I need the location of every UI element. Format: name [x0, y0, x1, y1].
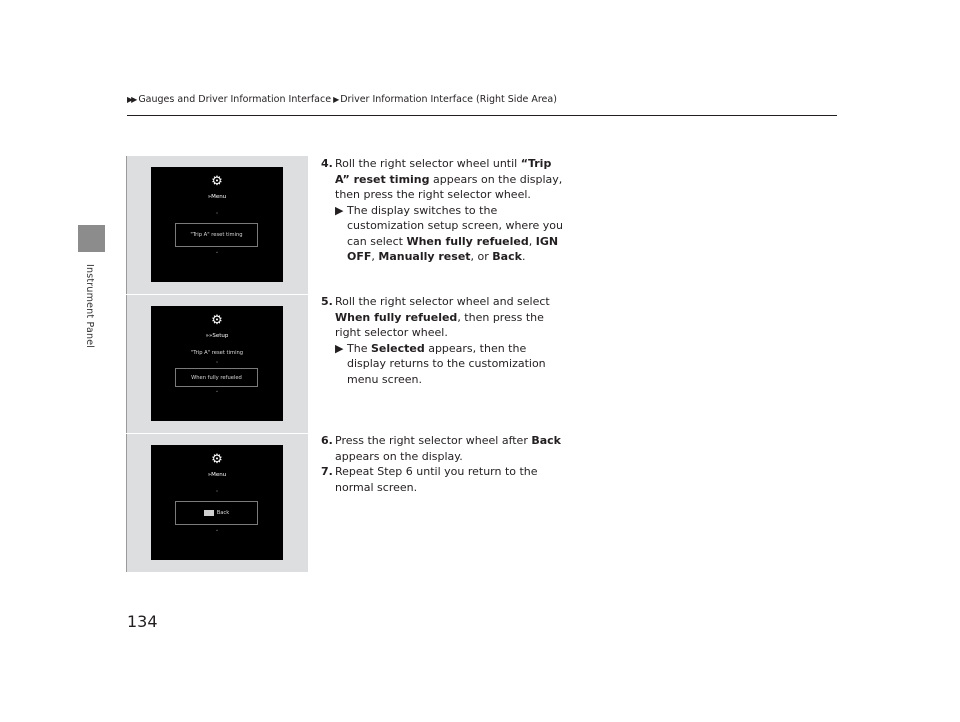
- gear-icon: ⚙: [211, 452, 223, 467]
- display-screen: [151, 445, 283, 560]
- menu-item-selected: [175, 501, 258, 525]
- menu-item-selected: "Trip A" reset timing: [175, 223, 258, 247]
- step-4: [321, 156, 566, 265]
- breadcrumb-arrow-icon: ▶: [333, 95, 338, 104]
- step-text: , then press the right selector wheel.: [335, 310, 544, 339]
- page-number: 134: [127, 612, 158, 631]
- step-text: Repeat Step 6 until you return to the normal screen.: [335, 465, 538, 494]
- step-emphasis: When fully refueled: [335, 310, 458, 324]
- gear-icon: ⚙: [211, 313, 223, 328]
- header-rule: [127, 115, 837, 116]
- caret-up-icon: ⌃: [214, 490, 220, 496]
- gear-icon: ⚙: [211, 174, 223, 189]
- breadcrumb-current[interactable]: Driver Information Interface (Right Side Area): [340, 94, 557, 105]
- step-text: Roll the right selector wheel and select: [335, 295, 550, 308]
- caret-up-icon: ⌃: [214, 212, 220, 218]
- step-number: 7.: [321, 465, 333, 478]
- result-text: ,: [371, 250, 379, 263]
- display-screen: [151, 306, 283, 421]
- screen-subtitle: "Trip A" reset timing: [190, 350, 244, 356]
- result-text: The display switches to the customization setup screen, where you can select: [347, 203, 563, 248]
- result-text: The: [347, 341, 371, 355]
- section-tab: [78, 225, 105, 252]
- step-number: 5.: [321, 295, 333, 308]
- step-7: [321, 464, 566, 495]
- figure-menu-back: [126, 434, 308, 572]
- result-emphasis: IGN OFF: [347, 234, 559, 263]
- step-number: 6.: [321, 434, 333, 447]
- result-text: appears, then the display returns to the customization menu screen.: [347, 341, 546, 386]
- figure-menu-trip-a: [126, 156, 308, 294]
- result-emphasis: Manually reset: [378, 250, 471, 263]
- breadcrumb: [127, 94, 557, 105]
- breadcrumb-arrow-icon: ▶▶: [127, 95, 136, 104]
- step-emphasis: “Trip A” reset timing: [335, 157, 552, 186]
- back-label: Back: [216, 510, 230, 516]
- step-text: appears on the display.: [335, 449, 463, 463]
- arrow-right-icon: ▶: [335, 341, 344, 355]
- back-icon: [204, 510, 214, 516]
- result-text: ,: [528, 234, 536, 248]
- caret-down-icon: ⌄: [214, 527, 220, 533]
- caret-down-icon: ⌄: [214, 388, 220, 394]
- step-text: Roll the right selector wheel until: [335, 157, 521, 170]
- section-label: Instrument Panel: [84, 264, 95, 349]
- step-6: [321, 433, 566, 464]
- caret-up-icon: ⌃: [214, 361, 220, 367]
- step-6-7: [321, 433, 566, 495]
- arrow-right-icon: ▶: [335, 203, 344, 217]
- step-text: appears on the display, then press the right selector wheel.: [335, 172, 563, 201]
- menu-item-selected: When fully refueled: [175, 368, 258, 387]
- display-screen: [151, 167, 283, 282]
- breadcrumb-parent[interactable]: Gauges and Driver Information Interface: [138, 94, 332, 105]
- screen-crumb: »»Setup: [205, 333, 229, 339]
- result-emphasis: Back: [492, 250, 522, 263]
- screen-crumb: »Menu: [207, 194, 227, 200]
- caret-down-icon: ⌄: [214, 249, 220, 255]
- result-emphasis: Selected: [370, 341, 425, 355]
- result-emphasis: When fully refueled: [406, 234, 529, 248]
- step-text: Press the right selector wheel after: [335, 434, 532, 447]
- figure-setup-when-fully-refueled: [126, 295, 308, 433]
- step-number: 4.: [321, 157, 333, 170]
- result-text: , or: [470, 250, 493, 263]
- step-5: [321, 294, 566, 387]
- result-text: .: [521, 250, 526, 263]
- step-emphasis: Back: [531, 434, 562, 447]
- screen-crumb: »Menu: [207, 472, 227, 478]
